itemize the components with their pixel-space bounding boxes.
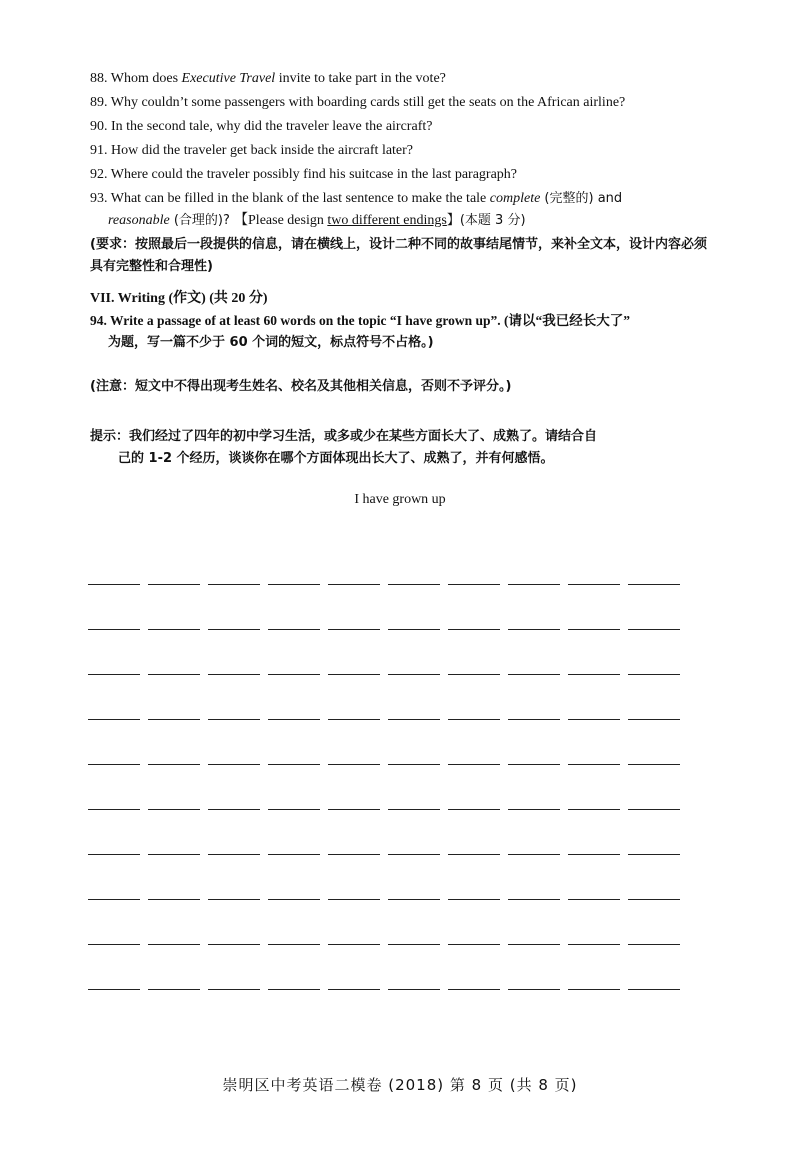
writing-line-row	[88, 540, 688, 585]
question-93-line2	[90, 212, 526, 230]
writing-blank[interactable]	[268, 989, 320, 990]
question-90: 90. In the second tale, why did the traveler leave the aircraft?	[90, 119, 433, 134]
question-88-text: 88. Whom does	[90, 71, 182, 86]
question-93-text: 93. What can be filled in the blank of the last sentence to make the tale	[90, 191, 490, 206]
writing-line-row	[88, 765, 688, 810]
question-89: 89. Why couldn’t some passengers with boarding cards still get the seats on the African airline?	[90, 95, 626, 110]
question-94-line1: 94. Write a passage of at least 60 words on the topic “I have grown up”. (请以“我已经长大了”	[90, 313, 631, 328]
writing-blank[interactable]	[148, 989, 200, 990]
question-88-text-end: invite to take part in the vote?	[275, 71, 446, 86]
question-93-italic: complete	[489, 191, 541, 206]
question-93-line1	[90, 190, 622, 208]
writing-blank[interactable]	[508, 989, 560, 990]
question-93-bracket-close: 】(本题 3 分)	[446, 213, 526, 228]
hint-line2: 己的 1-2 个经历，谈谈你在哪个方面体现出长大了、成熟了，并有何感悟。	[118, 451, 554, 466]
question-93-underlined: two different endings	[327, 213, 447, 228]
question-94-line2: 为题，写一篇不少于 60 个词的短文，标点符号不占格。)	[108, 335, 434, 350]
question-93-cn: (完整的) and	[540, 191, 623, 206]
requirement-note: (要求：按照最后一段提供的信息，请在横线上，设计二种不同的故事结尾情节，来补全文本，设计内容必须具有完整性和合理性)	[90, 237, 707, 274]
section-title: VII. Writing (作文) (共 20 分)	[90, 291, 268, 306]
question-91: 91. How did the traveler get back inside the aircraft later?	[90, 143, 414, 158]
page-footer: 崇明区中考英语二模卷 (2018) 第 8 页 (共 8 页)	[222, 1076, 578, 1094]
writing-line-row	[88, 900, 688, 945]
writing-line-row	[88, 585, 688, 630]
writing-line-row	[88, 945, 688, 990]
essay-title: I have grown up	[354, 492, 446, 507]
writing-blank[interactable]	[448, 989, 500, 990]
writing-line-row	[88, 810, 688, 855]
writing-line-row	[88, 720, 688, 765]
writing-line-row	[88, 855, 688, 900]
writing-line-row	[88, 675, 688, 720]
notice: (注意：短文中不得出现考生姓名、校名及其他相关信息，否则不予评分。)	[90, 379, 512, 394]
writing-blank[interactable]	[328, 989, 380, 990]
writing-lines	[88, 540, 688, 990]
question-88-italic: Executive Travel	[181, 71, 276, 86]
hint-line1: 提示：我们经过了四年的初中学习生活，或多或少在某些方面长大了、成熟了。请结合自	[90, 429, 598, 444]
question-88	[90, 70, 446, 88]
writing-blank[interactable]	[88, 989, 140, 990]
writing-blank[interactable]	[628, 989, 680, 990]
writing-blank[interactable]	[388, 989, 440, 990]
writing-blank[interactable]	[208, 989, 260, 990]
question-93-cn-2: (合理的)?	[169, 213, 235, 228]
question-92: 92. Where could the traveler possibly find his suitcase in the last paragraph?	[90, 167, 517, 182]
writing-line-row	[88, 630, 688, 675]
writing-blank[interactable]	[568, 989, 620, 990]
question-93-italic-2: reasonable	[108, 213, 170, 228]
question-93-bracket-open: 【Please design	[234, 213, 328, 228]
